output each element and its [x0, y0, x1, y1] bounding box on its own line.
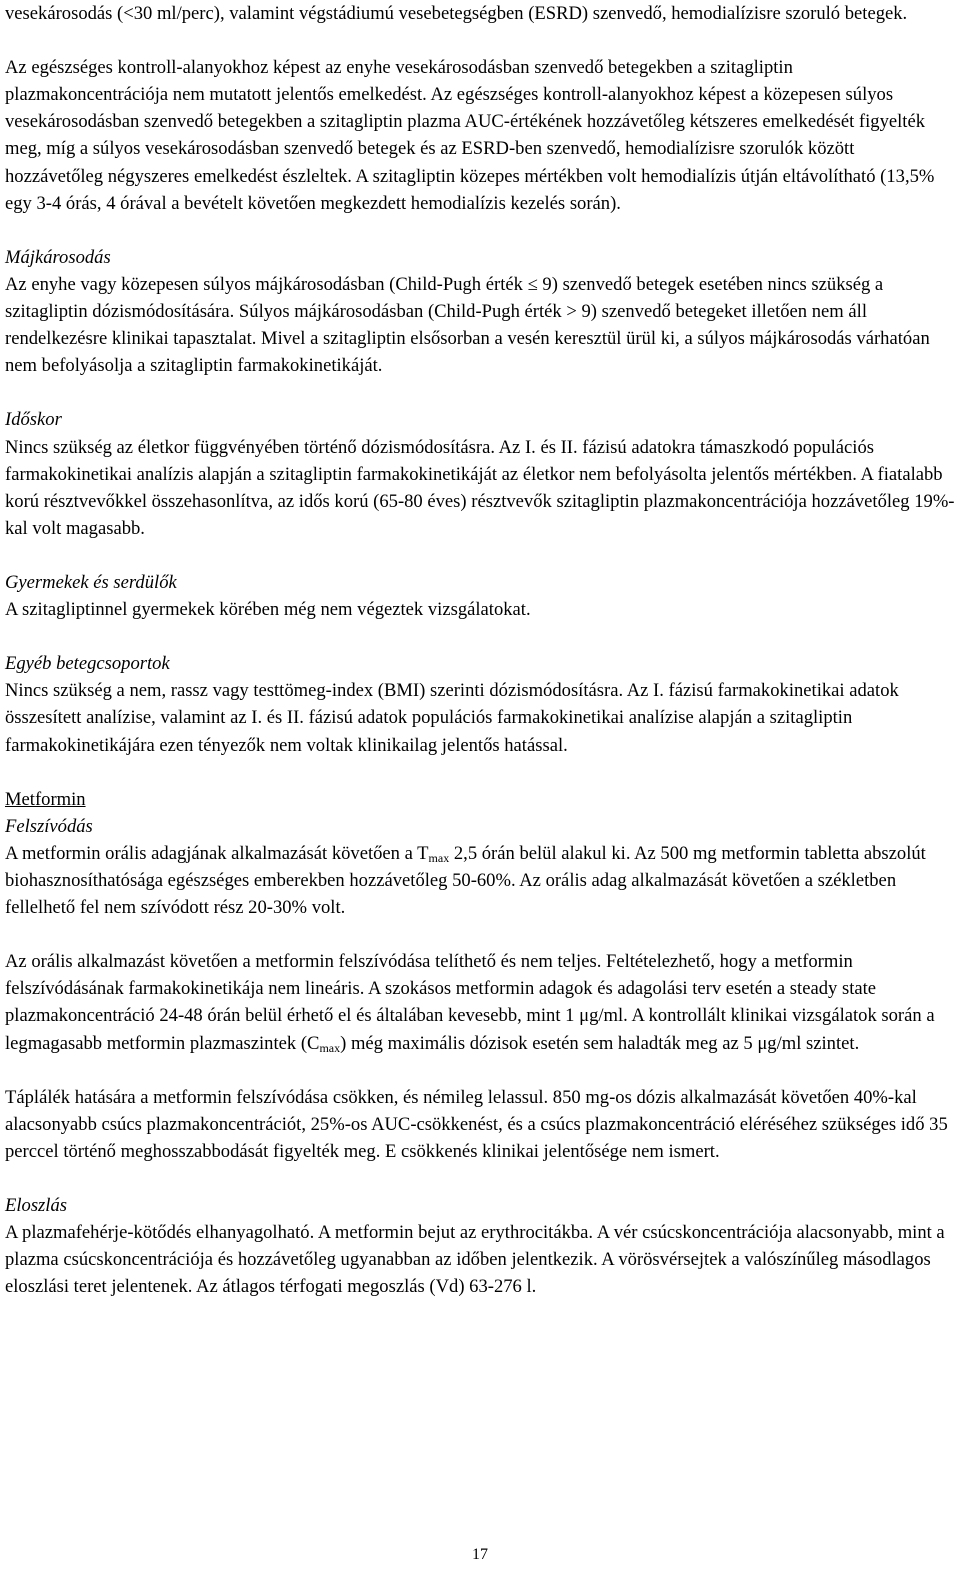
paragraph-gap [5, 542, 955, 569]
paragraph-renal-impairment: Az egészséges kontroll-alanyokhoz képest az enyhe vesekárosodásban szenvedő betegekben a szitagliptin plazmakoncentrációja nem mutatott jelentős emelkedést. Az egészséges kontroll-alanyokhoz képest a közepesen súlyos vesekárosodásban szenvedő betegekben a szitagliptin plazma AUC-értékének hozzávetőleg kétszeres emelkedését figyelték meg, míg a súlyos vesekárosodásban szenvedő betegek és az ESRD-ben szenvedő, hemodialízisre szorulók között hozzávetőleg négyszeres emelkedést észleltek. A szitagliptin közepes mértékben volt hemodialízis útján eltávolítható (13,5% egy 3-4 órás, 4 órával a bevételt követően megkezdett hemodialízis kezelés során). [5, 57, 935, 214]
paragraph-absorption-1-part-a: A metformin orális adagjának alkalmazását követően a T [5, 842, 429, 864]
paragraph-absorption-1 [5, 840, 955, 921]
paragraph-absorption-2-part-a: Az orális alkalmazást követően a metformin felszívódása telíthető és nem teljes. Feltételezhető, hogy a metformin felszívódásának farmakokinetikája nem lineáris. A szokásos metformin adagok és adagolási terv esetén a steady state plazmakoncentráció 24-48 órán belül érhető el és általában kevesebb, mint 1 μg/ml. A kontrollált klinikai vizsgálatok során a legmagasabb metformin plazmaszintek (C [5, 951, 935, 1054]
paragraph-other-populations: Nincs szükség a nem, rassz vagy testtömeg-index (BMI) szerinti dózismódosításra. Az I. fázisú farmakokinetikai adatok összesített analízise, valamint az I. és II. fázisú adatok populációs farmakokinetikai analízise alapján a szitagliptin farmakokinetikájára ezen tényezők nem voltak klinikailag jelentős hatással. [5, 680, 899, 756]
less-or-equal-symbol: ≤ [527, 273, 538, 295]
cmax-subscript: max [319, 1040, 341, 1055]
paragraph-gap [5, 1057, 955, 1084]
paragraph-absorption-2 [5, 948, 955, 1056]
paragraph-hepatic-part-a: Az enyhe vagy közepesen súlyos májkárosodásban (Child-Pugh érték [5, 273, 528, 295]
paragraph-gap [5, 759, 955, 786]
paragraph-hepatic-impairment [5, 271, 955, 379]
paragraph-absorption-3: Táplálék hatására a metformin felszívódása csökken, és némileg lelassul. 850 mg-os dózis alkalmazását követően 40%-kal alacsonyabb csúcs plazmakoncentrációt, 25%-os AUC-csökkenést, és a csúcs plazmakoncentráció eléréséhez szükséges idő 35 perccel történő meghosszabbodását figyelték meg. E csökkenés klinikai jelentősége nem ismert. [5, 1086, 948, 1162]
paragraph-elderly: Nincs szükség az életkor függvényében történő dózismódosításra. Az I. és II. fázisú adatokra támaszkodó populációs farmakokinetikai analízis alapján a szitagliptin farmakokinetikáját az életkor nem befolyásolta jelentős mértékben. A fiatalabb korú résztvevőkkel összehasonlítva, az idős korú (65-80 éves) résztvevők szitagliptin plazmakoncentrációja hozzávetőleg 19%-kal volt magasabb. [5, 436, 955, 539]
document-page [5, 0, 955, 1301]
tmax-subscript: max [428, 850, 450, 865]
heading-metformin: Metformin [5, 788, 86, 810]
paragraph-gap [5, 1165, 955, 1192]
heading-distribution: Eloszlás [5, 1195, 67, 1217]
paragraph-absorption-2-part-b: ) még maximális dózisok esetén sem haladták meg az 5 μg/ml szintet. [340, 1032, 860, 1054]
page-number: 17 [472, 1546, 488, 1563]
paragraph-gap [5, 921, 955, 948]
paragraph-gap [5, 623, 955, 650]
heading-children: Gyermekek és serdülők [5, 571, 177, 593]
paragraph-children: A szitagliptinnel gyermekek körében még nem végeztek vizsgálatokat. [5, 599, 531, 621]
heading-elderly: Időskor [5, 409, 62, 431]
paragraph-gap [5, 379, 955, 406]
paragraph-absorption-1-part-b: 2,5 órán belül alakul ki. Az 500 mg metformin tabletta abszolút biohasznosíthatósága egészséges emberekben hozzávetőleg 50-60%. Az orális adag alkalmazását követően a székletben fellelhető fel nem szívódott rész 20-30% volt. [5, 842, 926, 919]
paragraph-gap [5, 27, 955, 54]
heading-hepatic-impairment: Májkárosodás [5, 246, 111, 268]
paragraph-hepatic-part-b: 9) szenvedő betegek esetében nincs szükség a szitagliptin dózismódosítására. Súlyos májkárosodásban (Child-Pugh érték > 9) szenvedő betegeket illetően nem áll rendelkezésre klinikai tapasztalat. Mivel a szitagliptin elsősorban a vesén keresztül ürül ki, a súlyos májkárosodás várhatóan nem befolyásolja a szitagliptin farmakokinetikáját. [5, 273, 930, 377]
heading-other-populations: Egyéb betegcsoportok [5, 653, 170, 675]
paragraph-gap [5, 217, 955, 244]
paragraph-renal-continued: vesekárosodás (<30 ml/perc), valamint végstádiumú vesebetegségben (ESRD) szenvedő, hemodialízisre szoruló betegek. [5, 3, 908, 24]
heading-absorption: Felszívódás [5, 815, 93, 837]
paragraph-distribution: A plazmafehérje-kötődés elhanyagolható. A metformin bejut az erythrocitákba. A vér csúcskoncentrációja alacsonyabb, mint a plazma csúcskoncentrációja és hozzávetőleg ugyanabban az időben jelentkezik. A vörösvérsejtek a valószínűleg másodlagos eloszlási teret jelentenek. Az átlagos térfogati megoszlás (Vd) 63-276 l. [5, 1222, 945, 1298]
